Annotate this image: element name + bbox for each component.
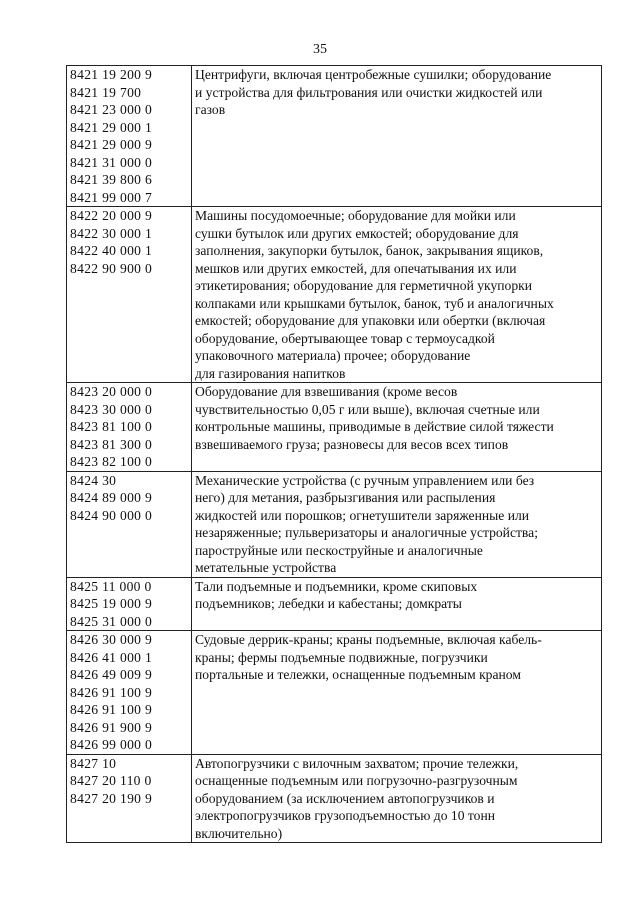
- table-row: [67, 754, 602, 843]
- description-line: Тали подъемные и подъемники, кроме скиповых: [195, 578, 478, 594]
- description-line: электропогрузчиков грузоподъемностью до 10 тонн: [195, 808, 496, 823]
- description-line: Центрифуги, включая центробежные сушилки; оборудование: [195, 67, 552, 82]
- description-line: незаряженные; пульверизаторы и аналогичные устройства;: [195, 525, 538, 540]
- description-line: метательные устройства: [195, 560, 337, 575]
- tnved-code: 8426 41 000 1: [70, 649, 153, 665]
- page-number: 35: [313, 42, 327, 57]
- table-row: [67, 66, 602, 207]
- tnved-code: 8421 99 000 7: [70, 189, 153, 205]
- description-line: портальные и тележки, оснащенные подъемным краном: [195, 667, 521, 682]
- description-line: оборудование, обертывающее товар с термоусадкой: [195, 330, 495, 346]
- table-row: [67, 471, 602, 577]
- table-row: [67, 207, 602, 383]
- table-body: [67, 66, 602, 843]
- description-line: мешков или других емкостей, для опечатывания их или: [195, 260, 517, 276]
- tnved-code: 8423 81 300 0: [70, 436, 153, 452]
- description-line: пароструйные или пескоструйные и аналогичные: [195, 542, 483, 558]
- tnved-code: 8423 30 000 0: [70, 401, 153, 417]
- description-line: чувствительностью 0,05 г или выше), включая счетные или: [195, 401, 540, 417]
- tnved-code: 8426 49 009 9: [70, 667, 153, 682]
- codes-table: [66, 65, 602, 843]
- table-row: [67, 383, 602, 472]
- description-line: упаковочного материала) прочее; оборудование: [195, 348, 471, 363]
- codes-cell: [67, 631, 192, 755]
- tnved-code: 8424 90 000 0: [70, 507, 153, 523]
- codes-cell: [67, 577, 192, 631]
- tnved-code: 8423 81 100 0: [70, 419, 153, 434]
- tnved-code: 8422 30 000 1: [70, 225, 153, 241]
- tnved-code: 8421 23 000 0: [70, 102, 153, 117]
- codes-cell: [67, 207, 192, 383]
- tnved-code: 8425 19 000 9: [70, 596, 153, 611]
- description-line: краны; фермы подъемные подвижные, погрузчики: [195, 649, 488, 665]
- tnved-code: 8426 91 100 9: [70, 702, 153, 717]
- description-line: колпаками или крышками бутылок, банок, туб и аналогичных: [195, 295, 554, 311]
- description-line: сушки бутылок или других емкостей; оборудование для: [195, 225, 519, 241]
- description-cell: [192, 471, 602, 577]
- tnved-code: 8421 31 000 0: [70, 154, 153, 170]
- table-row: [67, 577, 602, 631]
- codes-cell: [67, 471, 192, 577]
- description-line: Оборудование для взвешивания (кроме весов: [195, 384, 458, 399]
- tnved-code: 8422 20 000 9: [70, 208, 153, 223]
- tnved-code: 8424 89 000 9: [70, 490, 153, 505]
- description-line: Автопогрузчики с вилочным захватом; прочие тележки,: [195, 755, 519, 771]
- description-line: и устройства для фильтрования или очистки жидкостей или: [195, 84, 543, 100]
- codes-cell: [67, 754, 192, 843]
- tnved-code: 8421 39 800 6: [70, 172, 153, 187]
- description-line: Механические устройства (с ручным управлением или без: [195, 472, 535, 488]
- description-cell: [192, 383, 602, 472]
- codes-cell: [67, 383, 192, 472]
- tnved-code: 8426 91 900 9: [70, 719, 153, 735]
- tnved-code: 8427 20 190 9: [70, 790, 153, 806]
- description-cell: [192, 631, 602, 755]
- description-line: подъемников; лебедки и кабестаны; домкраты: [195, 596, 462, 611]
- description-line: оснащенные подъемным или погрузочно-разгрузочным: [195, 773, 518, 788]
- description-line: газов: [195, 102, 226, 117]
- description-line: заполнения, закупорки бутылок, банок, закрывания ящиков,: [195, 243, 544, 258]
- tnved-code: 8422 90 900 0: [70, 260, 153, 276]
- tnved-code: 8421 19 200 9: [70, 67, 153, 82]
- description-line: емкостей; оборудование для упаковки или обертки (включая: [195, 313, 546, 328]
- description-cell: [192, 577, 602, 631]
- tnved-code: 8424 30: [70, 472, 117, 488]
- description-line: этикетирования; оборудование для герметичной укупорки: [195, 278, 533, 293]
- tnved-code: 8423 20 000 0: [70, 384, 153, 399]
- tnved-code: 8422 40 000 1: [70, 243, 153, 258]
- tnved-code: 8426 91 100 9: [70, 684, 153, 700]
- tnved-code: 8423 82 100 0: [70, 454, 153, 469]
- tnved-code: 8425 31 000 0: [70, 613, 153, 629]
- codes-cell: [67, 66, 192, 207]
- tnved-code: 8427 10: [70, 755, 117, 771]
- description-line: жидкостей или порошков; огнетушители заряженные или: [195, 507, 530, 523]
- tnved-code: 8421 29 000 9: [70, 137, 153, 152]
- description-line: оборудованием (за исключением автопогрузчиков и: [195, 790, 495, 806]
- description-line: для газирования напитков: [195, 365, 346, 381]
- tnved-code: 8421 19 700: [70, 84, 142, 100]
- description-line: включительно): [195, 825, 283, 841]
- description-line: него) для метания, разбрызгивания или распыления: [195, 490, 496, 505]
- description-line: Судовые деррик-краны; краны подъемные, включая кабель-: [195, 632, 542, 647]
- description-cell: [192, 66, 602, 207]
- tnved-code: 8426 30 000 9: [70, 632, 153, 647]
- tnved-code: 8425 11 000 0: [70, 578, 152, 594]
- description-cell: [192, 754, 602, 843]
- description-line: контрольные машины, приводимые в действие силой тяжести: [195, 419, 554, 434]
- description-cell: [192, 207, 602, 383]
- tnved-code: 8421 29 000 1: [70, 119, 153, 135]
- description-line: взвешиваемого груза; разновесы для весов всех типов: [195, 436, 509, 452]
- table-row: [67, 631, 602, 755]
- tnved-code: 8426 99 000 0: [70, 737, 153, 752]
- tnved-code: 8427 20 110 0: [70, 773, 152, 788]
- description-line: Машины посудомоечные; оборудование для мойки или: [195, 208, 516, 223]
